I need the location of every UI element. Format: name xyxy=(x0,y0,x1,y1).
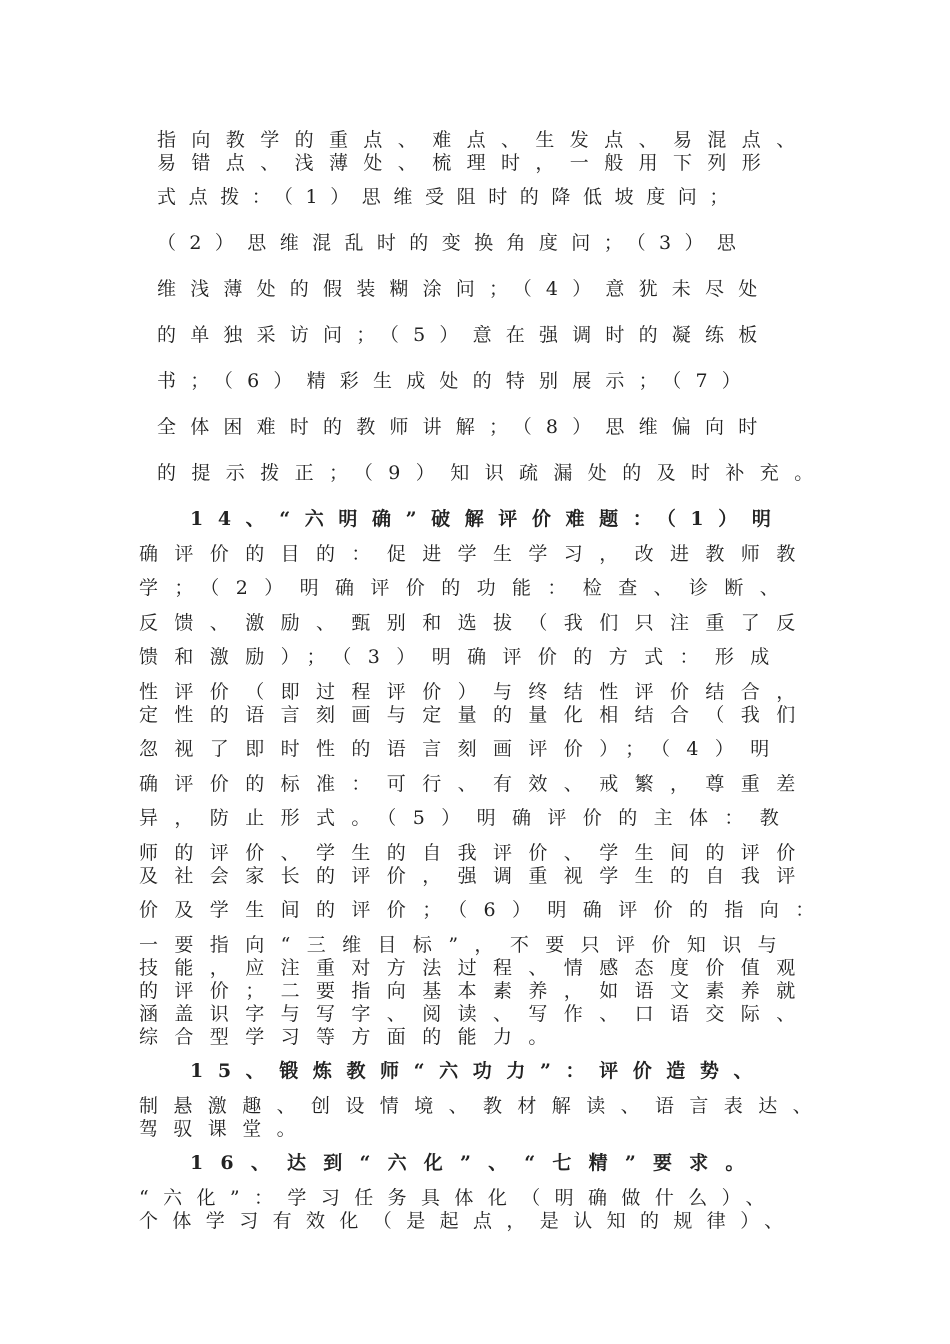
text-line: 易错点、浅薄处、梳理时，一般用下列形 xyxy=(157,152,777,174)
text-line: 驾驭课堂。 xyxy=(139,1118,312,1140)
text-line: 性评价（即过程评价）与终结性评价结合， xyxy=(139,681,812,703)
section-heading-16: 16、达到“六化”、“七精”要求。 xyxy=(190,1152,762,1174)
text-line: 涵盖识字与写字、阅读、写作、口语交际、 xyxy=(139,1003,812,1025)
text-line: 的提示拨正；（9）知识疏漏处的及时补充。 xyxy=(157,462,829,484)
text-line: 技能，应注重对方法过程、情感态度价值观 xyxy=(139,957,812,979)
text-line: 的单独采访问；（5）意在强调时的凝练板 xyxy=(157,324,772,346)
text-line: 确评价的标准：可行、有效、戒繁，尊重差 xyxy=(139,773,812,795)
text-line: 全体困难时的教师讲解；（8）思维偏向时 xyxy=(157,416,772,438)
section-heading-14: 14、“六明确”破解评价难题：（1）明 xyxy=(190,508,786,530)
text-line: 及社会家长的评价，强调重视学生的自我评 xyxy=(139,865,812,887)
text-line: 定性的语言刻画与定量的量化相结合（我们 xyxy=(139,704,812,726)
text-line: 制悬激趣、创设情境、教材解读、语言表达、 xyxy=(139,1095,828,1117)
text-line: 个体学习有效化（是起点，是认知的规律）、 xyxy=(139,1210,798,1232)
text-line: 维浅薄处的假装糊涂问；（4）意犹未尽处 xyxy=(157,278,772,300)
text-line: （2）思维混乱时的变换角度问；（3）思 xyxy=(157,232,750,254)
text-line: 异，防止形式。（5）明确评价的主体：教 xyxy=(139,807,796,829)
section-heading-15: 15、锻炼教师“六功力”：评价造势、 xyxy=(190,1060,768,1082)
text-line: “六化”：学习任务具体化（明确做什么）、 xyxy=(139,1187,779,1209)
text-line: 确评价的目的：促进学生学习，改进教师教 xyxy=(139,543,812,565)
text-line: 综合型学习等方面的能力。 xyxy=(139,1026,564,1048)
text-line: 的评价；二要指向基本素养，如语文素养就 xyxy=(139,980,812,1002)
text-line: 式点拨：（1）思维受阻时的降低坡度问； xyxy=(157,186,741,208)
text-line: 师的评价、学生的自我评价、学生间的评价 xyxy=(139,842,812,864)
text-line: 指向教学的重点、难点、生发点、易混点、 xyxy=(157,129,811,151)
text-line: 反馈、激励、甄别和选拔（我们只注重了反 xyxy=(139,612,812,634)
text-line: 价及学生间的评价；（6）明确评价的指向： xyxy=(139,899,831,921)
text-line: 一要指向“三维目标”，不要只评价知识与 xyxy=(139,934,794,956)
text-line: 书；（6）精彩生成处的特别展示；（7） xyxy=(157,370,755,392)
text-line: 学；（2）明确评价的功能：检查、诊断、 xyxy=(139,577,796,599)
text-line: 忽视了即时性的语言刻画评价）；（4）明 xyxy=(139,738,786,760)
text-line: 馈和激励）；（3）明确评价的方式：形成 xyxy=(139,646,786,668)
